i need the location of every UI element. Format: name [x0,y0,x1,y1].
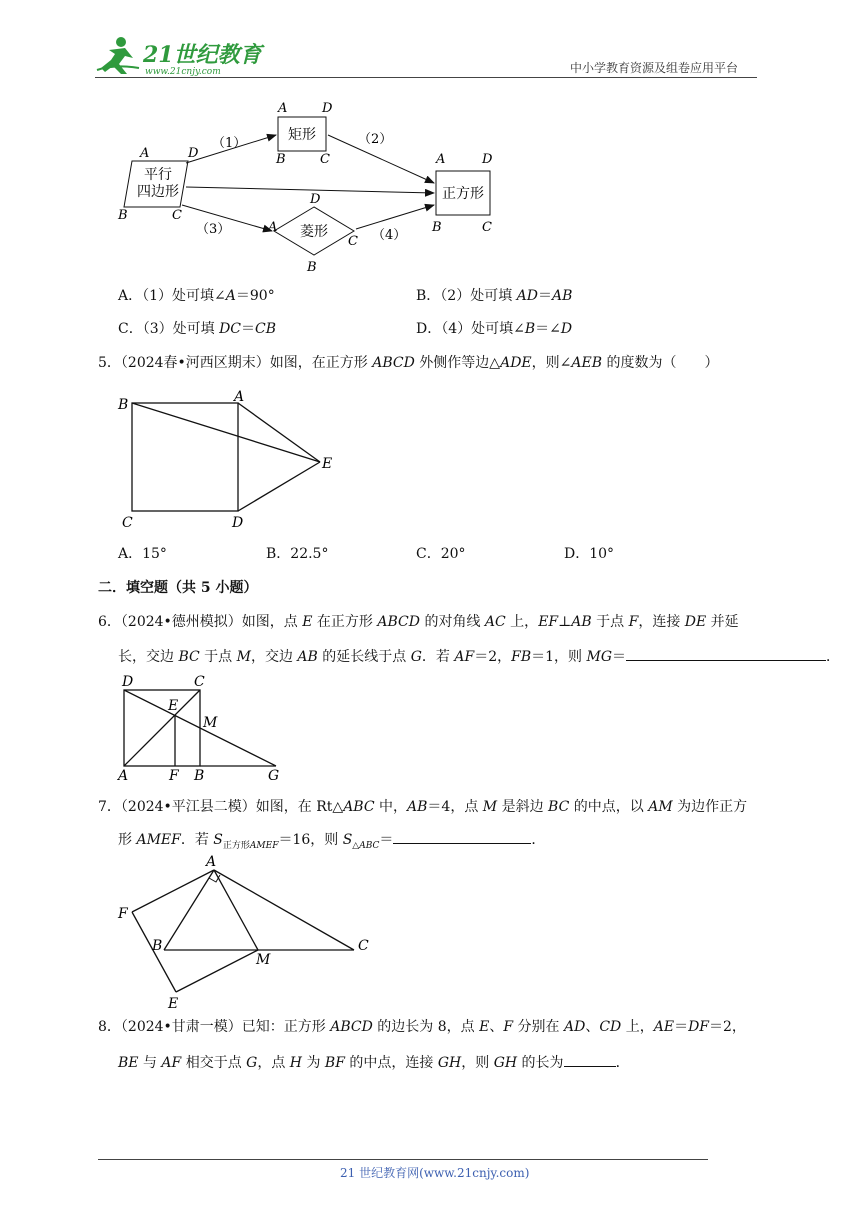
q7-line-1 [98,797,747,817]
rectangle-vertex-B: B [276,152,286,167]
math-variable: ABC [343,799,375,815]
q6-label-A: A [118,768,129,784]
q7-label-F: F [118,906,128,922]
math-variable: GH [493,1055,518,1071]
math-variable: CD [599,1019,622,1035]
text-segment: 的长为 [517,1055,564,1071]
text-segment: ＝2， [474,649,512,665]
rhombus-vertex-B: B [307,260,317,275]
q7-label-C: C [358,938,369,954]
q7-figure [112,852,382,1012]
text-segment: ，连接 [638,614,685,630]
parallelogram-label-1: 平行 [144,167,172,183]
q6-label-D: D [122,674,134,690]
q4-option-b [416,286,572,306]
q6-label-M: M [203,715,218,731]
runner-logo-icon [95,34,265,78]
q6-label-F: F [169,768,179,784]
math-variable: MG [586,649,613,665]
q5-figure [110,385,350,535]
text-segment: 与 [138,1055,162,1071]
logo-text: 21世纪教育 [143,42,262,68]
text-segment: 的中点，连接 [344,1055,438,1071]
math-variable: AB [297,649,318,665]
rhombus-vertex-C: C [348,234,358,249]
math-variable: BC [548,799,570,815]
square-vertex-D: D [482,152,493,167]
q4-d-var: B [524,321,536,337]
q4-d-mid: ＝∠ [535,321,561,337]
q7-label-B: B [152,938,163,954]
q6-figure [112,672,292,784]
q5-option-d: D．10° [564,546,615,562]
text-segment: ＝ [612,649,627,665]
q5-option-a: A．15° [118,546,167,562]
text-segment: ＝ [674,1019,689,1035]
q5-option-b: B．22.5° [266,546,329,562]
text-segment: 为 [302,1055,325,1071]
section-heading: 二．填空题（共 5 小题） [98,580,258,596]
math-variable: DE [684,614,707,630]
q6-label-G: G [268,768,280,784]
rhombus-label: 菱形 [300,224,328,240]
q5-v2: ADE [500,355,532,371]
logo-url: www.21cnjy.com [145,67,221,77]
math-variable: AE [653,1019,675,1035]
q4-option-a [118,286,275,306]
q5-t4: 的度数为（ ） [602,355,719,371]
text-segment: 6．（2024•德州模拟）如图，点 [98,614,303,630]
q6-label-E: E [168,698,179,714]
math-variable: AD [563,1019,586,1035]
q5-label-D: D [232,515,244,531]
q7-line-2: 形 AMEF．若 $S_{正方形AMEF}=16$，则 $S_{\triangle ABC}=$ ． [118,828,545,856]
text-segment: ，点 [257,1055,290,1071]
text-segment: 7．（2024•平江县二模）如图，在 Rt△ [98,799,344,815]
square-vertex-B: B [432,220,442,235]
q4-option-c [118,319,276,339]
rectangle-vertex-D: D [322,101,333,116]
q4-b-var2: AB [552,288,573,304]
q6-answer-blank[interactable] [626,645,826,661]
q7-label-E: E [168,996,179,1012]
q4-d-prefix: D．（4）处可填∠ [416,321,525,337]
q7-s2: S [342,832,353,848]
math-variable: AF [454,649,475,665]
footer-text: 21 世纪教育网(www.21cnjy.com) [340,1166,530,1180]
q5-option-c: C．20° [416,546,466,562]
q7-sub2: △ [352,840,360,851]
text-segment: 的对角线 [420,614,485,630]
q4-a-prefix: A．（1）处可填∠ [118,288,226,304]
q7-l2a: 形 [118,832,137,848]
q4-b-var: AD [516,288,538,304]
q7-label-M: M [256,952,271,968]
math-variable: AB [571,614,592,630]
q5-label-A: A [234,389,245,405]
text-segment: 上， [505,614,539,630]
text-segment: 分别在 [513,1019,564,1035]
text-segment: 长，交边 [118,649,179,665]
q7-sub2v: ABC [359,840,380,851]
math-variable: ABCD [377,614,420,630]
q4-c-var2: CB [255,321,277,337]
text-segment: ，则 [461,1055,494,1071]
header-logo [95,34,265,78]
step-label-2: （2） [358,132,393,147]
q6-line-2: 长，交边 BC 于点 M，交边 AB 的延长线于点 G．若 AF＝2，FB＝1，则 MG＝ ． [118,645,840,667]
q5-t2: 外侧作等边△ [414,355,501,371]
q8-answer-blank[interactable] [564,1051,616,1067]
q4-option-d [416,319,572,339]
math-variable: FB [511,649,532,665]
square-label: 正方形 [442,186,484,202]
math-variable: AF [161,1055,182,1071]
math-variable: M [236,649,251,665]
step-label-1: （1） [212,136,247,151]
q7-label-A: A [206,854,217,870]
q4-c-mid: ＝ [241,321,256,337]
text-segment: 中， [374,799,408,815]
text-segment: 上， [621,1019,654,1035]
parallelogram-vertex-C: C [172,208,182,223]
text-segment: ＝4，点 [427,799,483,815]
math-variable: E [479,1019,490,1035]
parallelogram-vertex-A: A [140,146,150,161]
math-variable: GH [437,1055,462,1071]
q5-t1: 5．（2024春•河西区期末）如图，在正方形 [98,355,373,371]
math-variable: DF [688,1019,710,1035]
text-segment: 8．（2024•甘肃一模）已知：正方形 [98,1019,331,1035]
math-variable: BE [118,1055,139,1071]
step-label-4: （4） [372,228,407,243]
text-segment: 、 [489,1019,504,1035]
math-variable: AM [648,799,673,815]
square-vertex-A: A [436,152,446,167]
rectangle-label: 矩形 [288,127,316,143]
text-segment: 的中点，以 [569,799,649,815]
quadrilateral-flow-diagram [110,95,510,275]
q4-a-var: A [225,288,236,304]
math-variable: G [246,1055,258,1071]
q7-l2v: AMEF [136,832,181,848]
text-segment: ．若 [421,649,455,665]
q7-s1: S [213,832,223,848]
text-segment: 于点 [199,649,237,665]
math-variable: M [482,799,498,815]
q8-line-1 [98,1017,746,1037]
rhombus-vertex-A: A [268,220,278,235]
q4-c-var: DC [219,321,242,337]
math-variable: F [628,614,639,630]
math-variable: E [302,614,313,630]
text-segment: 是斜边 [497,799,549,815]
text-segment: ，交边 [250,649,298,665]
q7-sub1v: AMEF [249,840,279,851]
math-variable: AC [484,614,506,630]
text-segment: 、 [585,1019,600,1035]
q6-label-B: B [194,768,205,784]
header-right-text: 中小学教育资源及组卷应用平台 [570,61,739,75]
text-segment: 的延长线于点 [317,649,411,665]
math-variable: AB [407,799,428,815]
q5-stem [98,353,718,373]
rhombus-vertex-D: D [310,192,321,207]
q4-d-var2: D [560,321,573,337]
parallelogram-vertex-D: D [188,146,199,161]
math-variable: BC [178,649,200,665]
text-segment: 为边作正方 [672,799,748,815]
q5-v3: AEB [571,355,602,371]
square-vertex-C: C [482,220,492,235]
text-segment: 的边长为 8，点 [372,1019,480,1035]
text-segment: 在正方形 [312,614,378,630]
q5-label-B: B [118,397,129,413]
q4-b-mid: ＝ [538,288,552,304]
parallelogram-vertex-B: B [118,208,128,223]
q5-label-E: E [322,456,333,472]
q4-a-suffix: ＝90° [235,288,275,304]
step-label-3: （3） [196,222,231,237]
footer-rule [98,1159,708,1160]
math-variable: H [289,1055,303,1071]
parallelogram-label-2: 四边形 [137,184,179,200]
text-segment: ⊥ [558,614,572,630]
q4-c-prefix: C．（3）处可填 [118,321,220,337]
math-variable: EF [538,614,559,630]
rectangle-vertex-A: A [278,101,288,116]
text-segment: ＝1，则 [531,649,587,665]
text-segment: 并延 [706,614,739,630]
q6-label-C: C [194,674,205,690]
math-variable: F [503,1019,514,1035]
q7-sub1: 正方形 [222,840,250,851]
q6-line-1 [98,612,739,632]
q5-label-C: C [122,515,133,531]
math-variable: BF [324,1055,345,1071]
text-segment: ＝2， [709,1019,746,1035]
q8-line-2: BE 与 AF 相交于点 G，点 H 为 BF 的中点，连接 GH，则 GH 的长为 ． [118,1051,630,1073]
q7-answer-blank[interactable] [393,828,531,844]
math-variable: ABCD [330,1019,373,1035]
q7-eq2: ＝ [379,832,394,848]
q5-v1: ABCD [372,355,415,371]
math-variable: G [410,649,422,665]
q5-t3: ，则∠ [531,355,572,371]
q4-b-prefix: B．（2）处可填 [416,288,517,304]
text-segment: 相交于点 [181,1055,247,1071]
rectangle-vertex-C: C [320,152,330,167]
header-rule [95,77,757,78]
q7-l2b: ．若 [180,832,214,848]
text-segment: 于点 [591,614,629,630]
q7-eq1: ＝16，则 [278,832,343,848]
